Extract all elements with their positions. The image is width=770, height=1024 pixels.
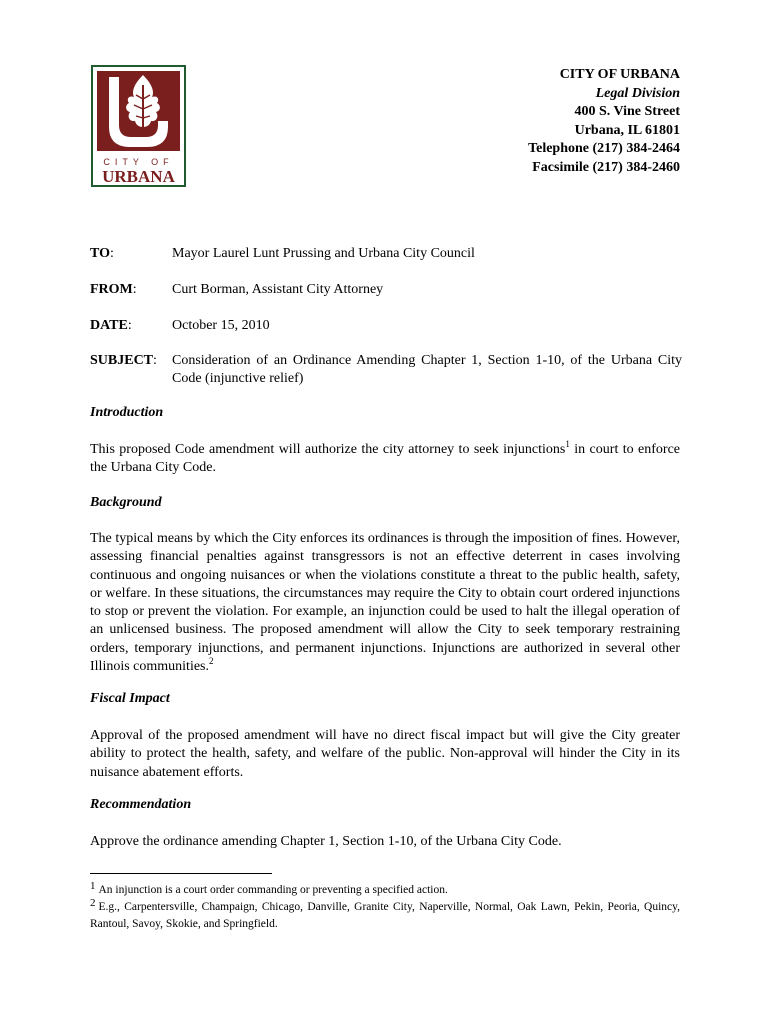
fiscal-impact-paragraph: Approval of the proposed amendment will have no direct fiscal impact but will give the City greater ability to protect the health, safety, and welfare of the public. Non-approval will hinder the City in its nuisance abatement efforts.	[90, 728, 680, 780]
logo-urbana: URBANA	[102, 167, 175, 186]
letterhead-street: 400 S. Vine Street	[574, 104, 680, 120]
footnote-ref-2: 2	[209, 656, 214, 667]
memo-date-label: DATE	[90, 318, 128, 333]
memo-date-value: October 15, 2010	[172, 318, 270, 333]
memo-to-value: Mayor Laurel Lunt Prussing and Urbana City Council	[172, 246, 475, 261]
memo-subject-value: Consideration of an Ordinance Amending Chapter 1, Section 1-10, of the Urbana City Code (injunctive relief)	[172, 353, 682, 386]
letterhead-telephone: Telephone (217) 384-2464	[528, 141, 680, 157]
footnote-1: $^1$ An injunction is a court order commanding or preventing a specified action.	[90, 880, 448, 896]
letterhead-address	[528, 66, 680, 178]
footnote-ref-1: 1	[565, 439, 570, 449]
memo-subject-label: SUBJECT	[90, 353, 154, 368]
introduction-paragraph: This proposed Code amendment will authorize the city attorney to seek injunctions$^1$ in court to enforce the Urbana City Code.	[90, 439, 680, 476]
letterhead-division: Legal Division	[595, 85, 680, 101]
footnote-divider	[90, 873, 272, 874]
background-paragraph: The typical means by which the City enforces its ordinances is through the imposition of fines. However, assessing financial penalties against transgressors is not an effective deterrent in cases involving continuous and ongoing nuisances or when the violations constitute a threat to the public health, safety, or welfare. In these situations, the circumstances may require the City to obtain court ordered injunctions to stop or prevent the violation. For example, an injunction could be used to halt the illegal operation of an unlicensed business. The proposed amendment will allow the City to seek temporary restraining orders, temporary injunctions, and permanent injunctions. Injunctions are authorized in several other Illinois communities.$^2$	[90, 531, 680, 675]
footnote-2: $^2$ E.g., Carpentersville, Champaign, Chicago, Danville, Granite City, Naperville, Normal, Oak Lawn, Pekin, Peoria, Quincy, Rantoul, Savoy, Skokie, and Springfield.	[90, 897, 680, 930]
memo-from-value: Curt Borman, Assistant City Attorney	[172, 282, 384, 297]
recommendation-heading: Recommendation	[90, 797, 192, 812]
memo-to-label: TO	[90, 246, 110, 261]
memo-from-label: FROM	[90, 282, 133, 297]
city-of-urbana-logo	[91, 65, 186, 187]
letterhead-city: CITY OF URBANA	[559, 67, 680, 82]
logo-city-of: CITY OF	[103, 157, 174, 167]
letterhead-facsimile: Facsimile (217) 384-2460	[532, 159, 680, 175]
letterhead-city-state: Urbana, IL 61801	[574, 122, 680, 138]
fiscal-impact-heading: Fiscal Impact	[90, 691, 170, 706]
introduction-heading: Introduction	[90, 405, 164, 420]
background-heading: Background	[90, 495, 162, 510]
recommendation-paragraph: Approve the ordinance amending Chapter 1, Section 1-10, of the Urbana City Code.	[90, 834, 562, 849]
